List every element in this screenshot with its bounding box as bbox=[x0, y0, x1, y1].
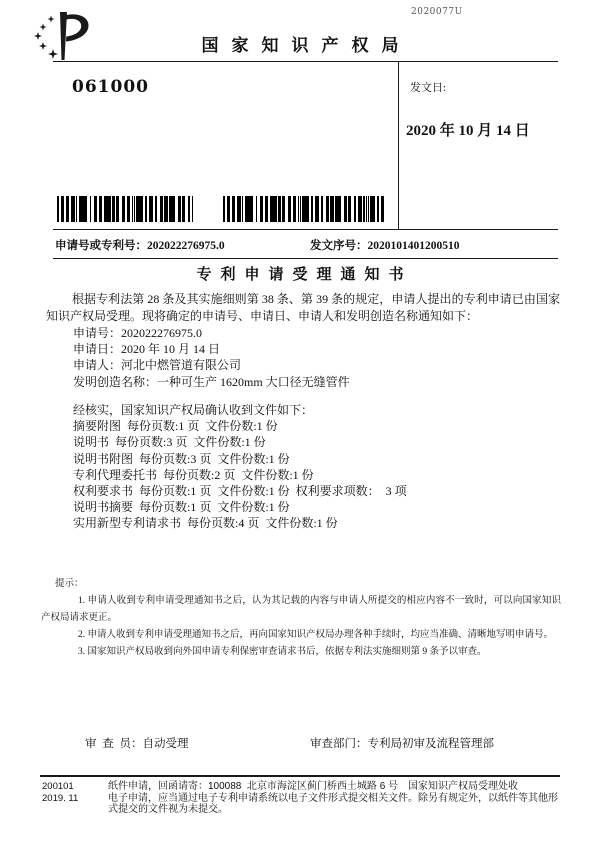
received-doc-line: 说明书附图 每份页数:3 页 文件份数:1 份 bbox=[73, 451, 290, 466]
barcode-application bbox=[57, 196, 193, 222]
field-application-date bbox=[73, 341, 350, 357]
dispatch-date-label: 发文日: bbox=[410, 82, 447, 94]
examiner-value: 自动受理 bbox=[142, 738, 189, 750]
serial-number-value: 2020101401200510 bbox=[367, 240, 460, 252]
notice-title: 专利申请受理通知书 bbox=[196, 267, 413, 283]
field-value: 202022276975.0 bbox=[121, 326, 203, 340]
header-rule-top bbox=[53, 61, 558, 62]
examiner-label: 审 查 员： bbox=[85, 738, 143, 750]
hint-item: 1. 申请人收到专利申请受理通知书之后，认为其记载的内容与申请人所提交的相应内容不一致时，可以向国家知识产权局请求更正。 bbox=[41, 596, 561, 623]
application-number-value: 202022276975.0 bbox=[147, 240, 225, 252]
field-invention-title bbox=[73, 374, 350, 390]
field-label: 发明创造名称： bbox=[73, 374, 158, 389]
hint-item: 2. 申请人收到专利申请受理通知书之后，再向国家知识产权局办理各种手续时，均应当准确、清晰地写明申请号。 bbox=[78, 630, 554, 640]
office-title: 国家知识产权局 bbox=[201, 36, 412, 55]
field-label: 申请人： bbox=[73, 358, 122, 373]
footer-line-electronic: 电子申请，应当通过电子专利申请系统以电子文件形式提交相关文件。除另有规定外，以纸件等其他形式提交的文件视为未提交。 bbox=[108, 792, 558, 815]
field-label: 申请日： bbox=[73, 342, 122, 357]
field-applicant bbox=[73, 357, 350, 373]
document-code: 2020077U bbox=[411, 7, 463, 17]
footer-line-paper: 纸件申请，回函请寄：100088 北京市海淀区蓟门桥西土城路 6 号 国家知识产权局受理处收 bbox=[108, 781, 519, 792]
header-rule-middle bbox=[53, 229, 558, 230]
serial-number-row bbox=[310, 237, 460, 253]
hints-section bbox=[41, 576, 561, 661]
field-label: 申请号： bbox=[73, 326, 122, 340]
application-fields bbox=[73, 325, 350, 390]
received-doc-line: 摘要附图 每份页数:1 页 文件份数:1 份 bbox=[73, 419, 278, 434]
header-rule-bottom bbox=[53, 258, 558, 259]
field-value: 河北中燃管道有限公司 bbox=[121, 358, 242, 373]
received-documents bbox=[73, 402, 407, 532]
footer-form-code: 200101 bbox=[42, 781, 74, 792]
received-header: 经核实，国家知识产权局确认收到文件如下： bbox=[73, 403, 314, 417]
examiner-field bbox=[85, 735, 189, 751]
received-doc-line: 说明书摘要 每份页数:1 页 文件份数:1 份 bbox=[73, 500, 290, 515]
footer-instructions bbox=[108, 781, 560, 816]
received-doc-line: 权利要求书 每份页数:1 页 文件份数:1 份 权利要求项数： 3 项 bbox=[73, 484, 407, 499]
hint-item: 3. 国家知识产权局收到向外国申请专利保密审查请求书后，依据专利法实施细则第 9 条予以审查。 bbox=[78, 647, 487, 657]
footer-form-date: 2019. 11 bbox=[42, 792, 79, 804]
application-number-row bbox=[55, 237, 225, 253]
serial-number-label: 发文序号： bbox=[310, 240, 368, 252]
hints-title: 提示： bbox=[55, 579, 84, 589]
department-field bbox=[310, 735, 494, 751]
header-divider bbox=[398, 61, 399, 229]
department-value: 专利局初审及流程管理部 bbox=[367, 738, 494, 750]
received-doc-line: 实用新型专利请求书 每份页数:4 页 文件份数:1 份 bbox=[73, 516, 338, 531]
footer-rule bbox=[40, 775, 560, 777]
received-doc-line: 专利代理委托书 每份页数:2 页 文件份数:1 份 bbox=[73, 467, 314, 482]
field-application-no bbox=[73, 325, 350, 341]
footer-form-info bbox=[42, 781, 78, 804]
barcode-serial bbox=[223, 196, 385, 222]
received-doc-line: 说明书 每份页数:3 页 文件份数:1 份 bbox=[73, 435, 266, 450]
postal-code: 061000 bbox=[72, 77, 149, 97]
notice-intro: 根据专利法第 28 条及其实施细则第 38 条、第 39 条的规定，申请人提出的专利申请已由国家知识产权局受理。现将确定的申请号、申请日、申请人和发明创造名称通知如下： bbox=[46, 292, 560, 323]
field-value: 2020 年 10 月 14 日 bbox=[121, 342, 221, 357]
field-value: 一种可生产 1620mm 大口径无缝管件 bbox=[157, 374, 350, 389]
department-label: 审查部门： bbox=[310, 738, 368, 750]
dispatch-date-value: 2020 年 10 月 14 日 bbox=[406, 123, 530, 139]
application-number-label: 申请号或专利号： bbox=[55, 240, 147, 252]
